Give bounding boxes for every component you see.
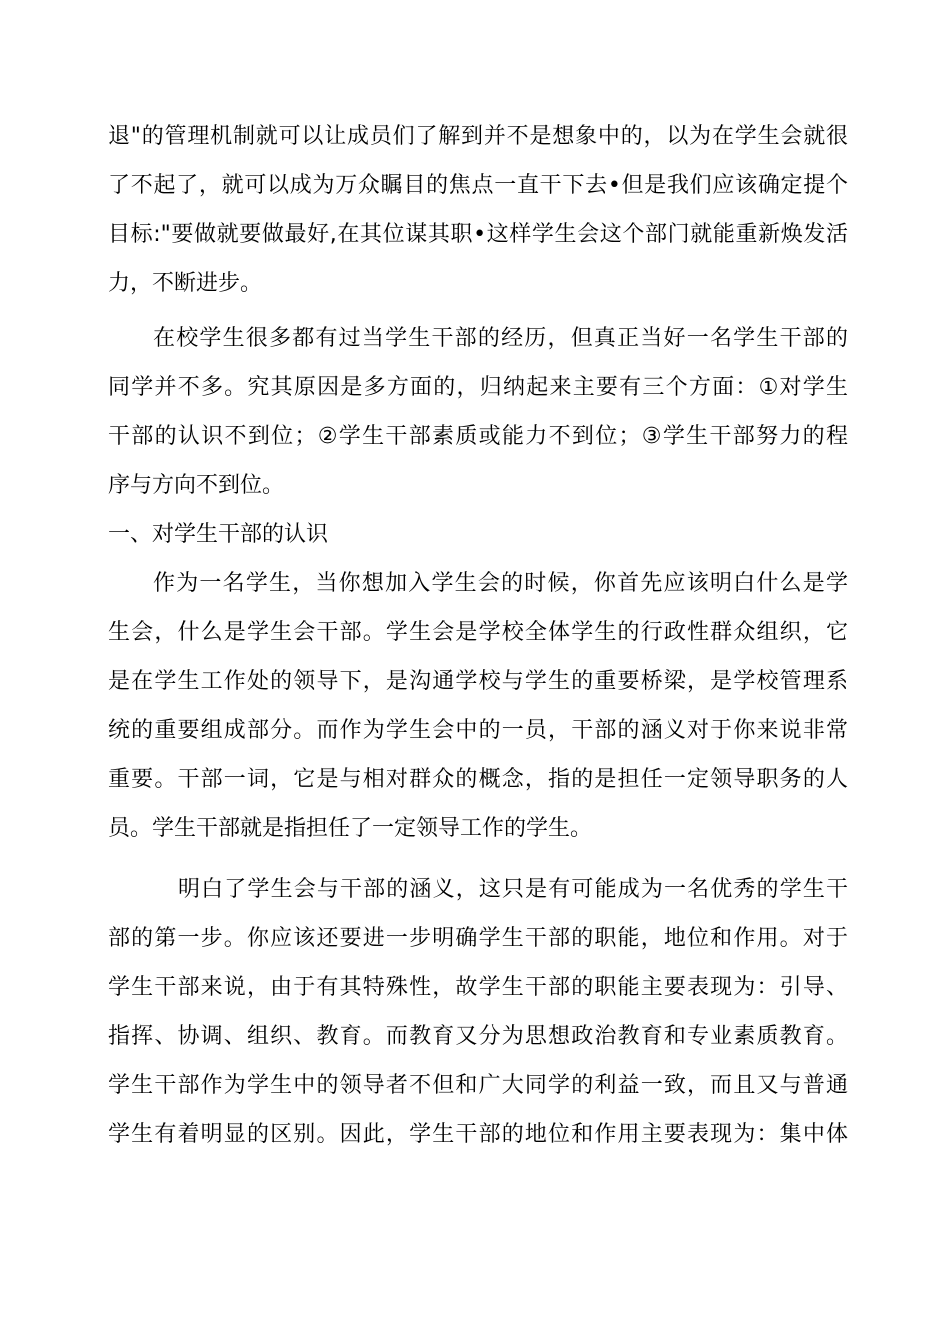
section-heading: 一、对学生干部的认识: [108, 522, 329, 547]
paragraph-functions: [108, 865, 848, 1159]
text-line: 同学并不多。究其原因是多方面的，归纳起来主要有三个方面：①对学生: [108, 375, 848, 400]
text-line: 在校学生很多都有过当学生干部的经历，但真正当好一名学生干部的: [153, 326, 848, 351]
text-line: 序与方向不到位。: [108, 473, 285, 498]
text-line: 学生有着明显的区别。因此，学生干部的地位和作用主要表现为：集中体: [108, 1122, 848, 1147]
text-line: 作为一名学生，当你想加入学生会的时候，你首先应该明白什么是学: [153, 571, 848, 596]
document-page: [108, 112, 848, 1159]
text-line: 力，不断进步。: [108, 271, 263, 296]
text-line: 指挥、协调、组织、教育。而教育又分为思想政治教育和专业素质教育。: [108, 1024, 848, 1049]
text-line: 部的第一步。你应该还要进一步明确学生干部的职能，地位和作用。对于: [108, 926, 848, 951]
text-line: 是在学生工作处的领导下，是沟通学校与学生的重要桥梁，是学校管理系: [108, 669, 848, 694]
text-line: 明白了学生会与干部的涵义，这只是有可能成为一名优秀的学生干: [178, 877, 848, 902]
text-line: 统的重要组成部分。而作为学生会中的一员，干部的涵义对于你来说非常: [108, 718, 848, 743]
paragraph-definition: [108, 559, 848, 853]
paragraph-problems: [108, 314, 848, 510]
text-line: 了不起了，就可以成为万众瞩目的焦点一直干下去•但是我们应该确定提个: [108, 173, 848, 198]
text-line: 干部的认识不到位；②学生干部素质或能力不到位；③学生干部努力的程: [108, 424, 848, 449]
text-line: 学生干部作为学生中的领导者不但和广大同学的利益一致，而且又与普通: [108, 1073, 848, 1098]
text-line: 目标:"要做就要做最好,在其位谋其职•这样学生会这个部门就能重新焕发活: [108, 222, 848, 247]
text-line: 学生干部来说，由于有其特殊性，故学生干部的职能主要表现为：引导、: [108, 975, 848, 1000]
paragraph-continuation: [108, 112, 848, 308]
text-line: 退"的管理机制就可以让成员们了解到并不是想象中的，以为在学生会就很: [108, 124, 848, 149]
text-line: 重要。干部一词，它是与相对群众的概念，指的是担任一定领导职务的人: [108, 767, 848, 792]
text-line: 员。学生干部就是指担任了一定领导工作的学生。: [108, 816, 593, 841]
text-line: 生会，什么是学生会干部。学生会是学校全体学生的行政性群众组织，它: [108, 620, 848, 645]
